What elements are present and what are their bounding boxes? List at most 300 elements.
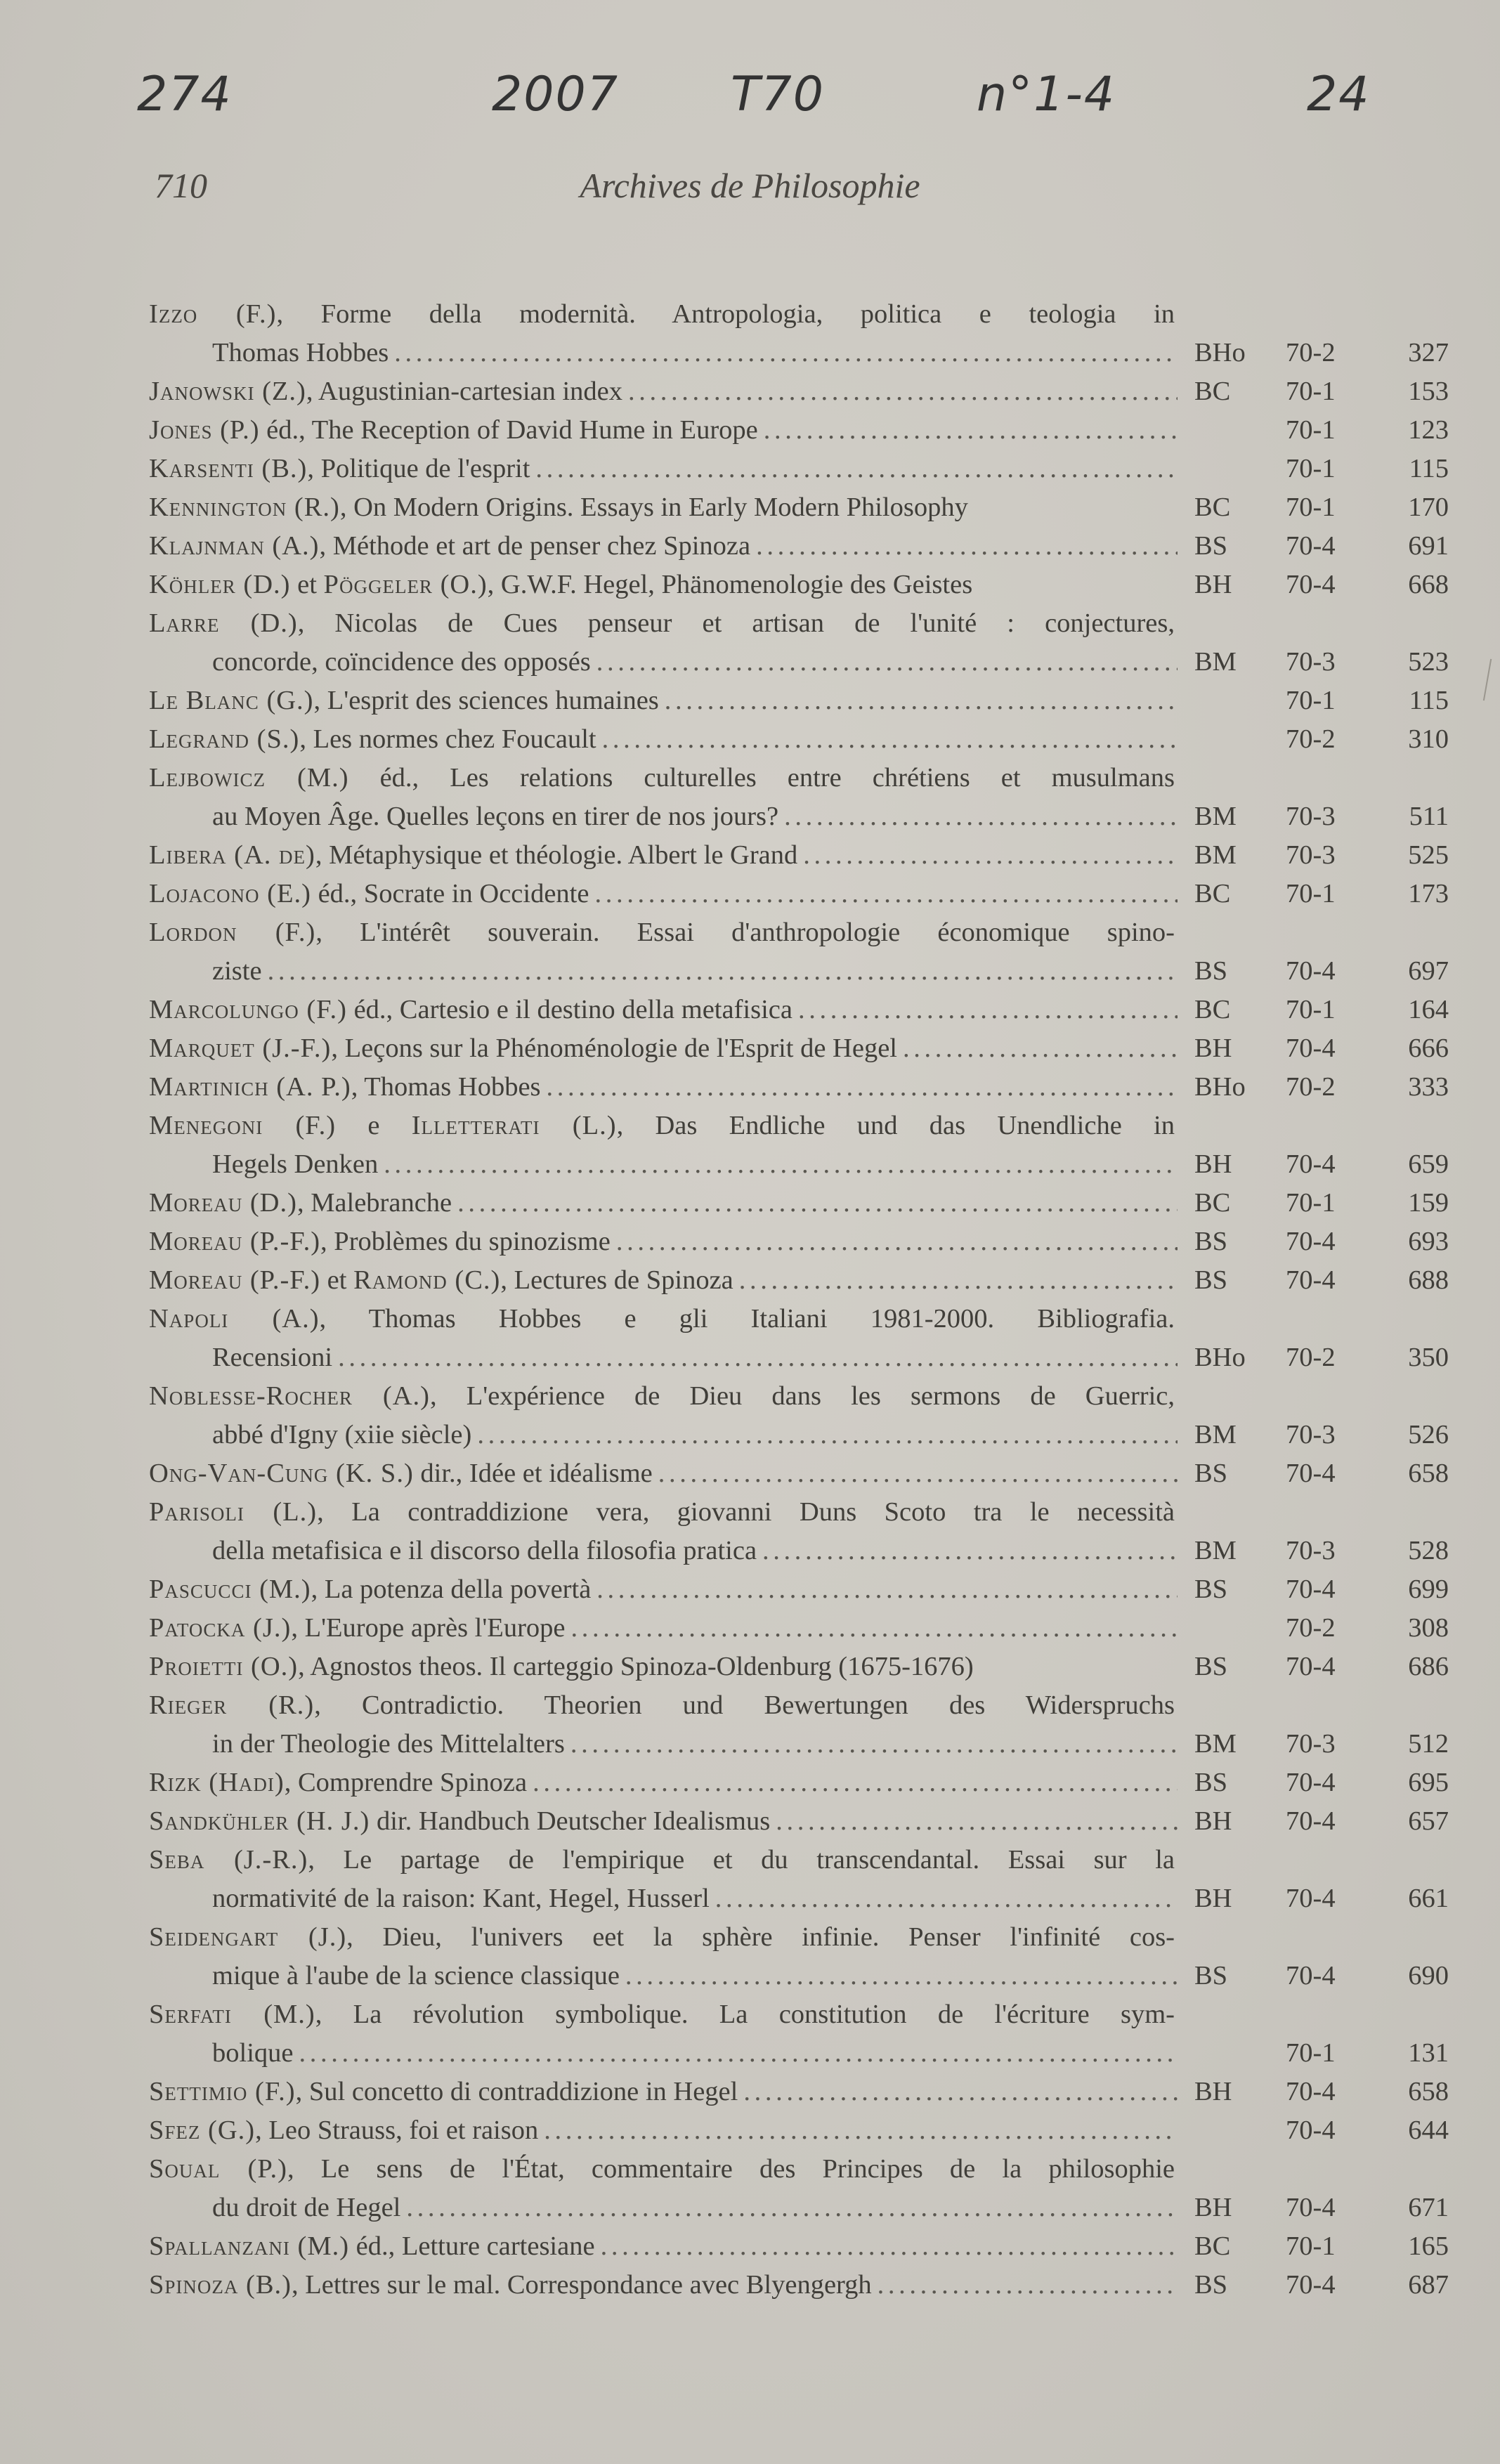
leader-dots (338, 1338, 1178, 1377)
entry-text (149, 2073, 738, 2111)
entry-text (149, 604, 1175, 643)
author-name: Proietti (O.) (149, 1652, 299, 1681)
author-name: Kennington (R.) (149, 493, 340, 522)
volume-number: 70-4 (1286, 1806, 1336, 1836)
leader-dots (903, 1029, 1178, 1068)
entry-text (149, 682, 659, 720)
section-code: BH (1194, 570, 1232, 599)
author-name: Sandkühler (H. J.) (149, 1806, 370, 1836)
handwritten-note-1: 274 (137, 67, 233, 122)
entry-title: , Malebranche (296, 1188, 452, 1218)
volume-number: 70-4 (1286, 1459, 1336, 1488)
index-entry (149, 2111, 1449, 2150)
entry-text (149, 1841, 1175, 1879)
section-code (1194, 2034, 1286, 2073)
entry-reference (1194, 411, 1449, 450)
section-code: BS (1194, 2270, 1228, 2300)
author-name: Serfati (M.) (149, 2000, 315, 2029)
entry-text (149, 2150, 1175, 2189)
entry-title: éd., Cartesio e il destino della metafisica (346, 995, 793, 1024)
entry-title: , Problèmes du spinozisme (320, 1227, 611, 1256)
entry-text (149, 1764, 527, 1802)
entry-reference (1194, 1648, 1449, 1686)
page-reference: 528 (1408, 1536, 1449, 1565)
index-entry (149, 1609, 1449, 1648)
entry-reference (1194, 952, 1449, 991)
entry-line (149, 1493, 1449, 1532)
author-name: Pöggeler (O.) (323, 570, 488, 599)
author-name: Larre (D.) (149, 608, 298, 638)
volume-number: 70-4 (1286, 1652, 1336, 1681)
entry-text (149, 411, 758, 450)
entry-text (149, 1300, 1175, 1338)
index-entry (149, 527, 1449, 566)
leader-dots (570, 1609, 1178, 1648)
section-code: BM (1194, 647, 1237, 677)
index-entry (149, 1841, 1449, 1918)
index-entry (149, 682, 1449, 720)
leader-dots (535, 450, 1178, 488)
index-entry (149, 1029, 1449, 1068)
page-reference: 661 (1408, 1884, 1449, 1913)
index-entry (149, 875, 1449, 913)
section-code: BM (1194, 1729, 1237, 1759)
page-reference: 131 (1408, 2038, 1449, 2068)
entry-line (149, 1300, 1449, 1338)
author-name: Moreau (P.-F.) (149, 1227, 321, 1256)
volume-number: 70-4 (1286, 1961, 1336, 1990)
entry-reference (1194, 1879, 1449, 1918)
index-entry (149, 2150, 1449, 2227)
index-entry (149, 1570, 1449, 1609)
author-name: Marcolungo (F.) (149, 995, 347, 1024)
page-reference: 170 (1408, 493, 1449, 522)
page-reference: 697 (1408, 956, 1449, 986)
entry-title: et (320, 1265, 354, 1295)
section-code: BHo (1194, 1072, 1246, 1102)
entry-reference (1194, 1261, 1449, 1300)
entry-text (149, 1454, 653, 1493)
page-reference: 350 (1408, 1343, 1449, 1372)
section-code: BH (1194, 1034, 1232, 1063)
entry-title: dir., Idée et idéalisme (413, 1459, 653, 1488)
volume-number: 70-3 (1286, 840, 1336, 870)
entry-reference (1194, 875, 1449, 913)
section-code: BH (1194, 2193, 1232, 2222)
section-code: BC (1194, 995, 1231, 1024)
author-name: Patocka (J.) (149, 1613, 292, 1643)
page-reference: 165 (1408, 2231, 1449, 2261)
page-reference: 658 (1408, 1459, 1449, 1488)
page-reference: 668 (1408, 570, 1449, 599)
entry-reference (1194, 2034, 1449, 2073)
entry-text (149, 1648, 974, 1686)
page-reference: 695 (1408, 1768, 1449, 1797)
entry-continuation: Thomas Hobbes (212, 338, 389, 367)
entry-title: éd., Socrate in Occidente (311, 879, 589, 908)
author-name: Parisoli (L.) (149, 1497, 318, 1527)
entry-text (149, 295, 1175, 334)
volume-number: 70-1 (1286, 879, 1336, 908)
entry-line (149, 913, 1449, 952)
section-code (1194, 682, 1286, 720)
page-reference: 153 (1408, 377, 1449, 406)
section-code: BHo (1194, 1343, 1246, 1372)
entry-continuation: Hegels Denken (212, 1149, 379, 1179)
leader-dots (299, 2034, 1178, 2073)
leader-dots (406, 2189, 1178, 2227)
leader-dots (596, 1570, 1178, 1609)
section-code (1194, 1609, 1286, 1648)
volume-number: 70-2 (1286, 1613, 1336, 1643)
page-reference: 657 (1408, 1806, 1449, 1836)
entry-text (149, 1029, 897, 1068)
entry-title: , Leo Strauss, foi et raison (255, 2116, 539, 2145)
page-reference: 512 (1408, 1729, 1449, 1759)
entry-reference (1194, 1802, 1449, 1841)
entry-title: éd., Les relations culturelles entre chrétiens et musulmans (348, 763, 1175, 793)
entry-reference (1194, 1223, 1449, 1261)
entry-reference (1194, 1532, 1449, 1570)
index-entry (149, 1764, 1449, 1802)
volume-number: 70-3 (1286, 647, 1336, 677)
section-code: BHo (1194, 338, 1246, 367)
entry-reference (1194, 527, 1449, 566)
entry-title: , La contraddizione vera, giovanni Duns Scoto tra le necessità (317, 1497, 1175, 1527)
entry-title: , Lettres sur le mal. Correspondance avec Blyengergh (291, 2270, 872, 2300)
section-code: BH (1194, 1806, 1232, 1836)
page-reference: 693 (1408, 1227, 1449, 1256)
entry-continuation: au Moyen Âge. Quelles leçons en tirer de nos jours? (212, 802, 779, 831)
entry-title: , Agnostos theos. Il carteggio Spinoza-Oldenburg (1675-1676) (298, 1652, 974, 1681)
entry-line (149, 759, 1449, 797)
author-name: Legrand (S.) (149, 724, 300, 754)
volume-number: 70-4 (1286, 531, 1336, 561)
volume-number: 70-1 (1286, 2038, 1336, 2068)
author-name: Soual (P.) (149, 2154, 287, 2184)
author-name: Ramond (C.) (353, 1265, 501, 1295)
page-reference: 644 (1408, 2116, 1449, 2145)
page-reference: 526 (1408, 1420, 1449, 1449)
entry-continuation: della metafisica e il discorso della filosofia pratica (212, 1536, 757, 1565)
leader-dots (570, 1725, 1178, 1764)
entry-title: , L'Europe après l'Europe (291, 1613, 566, 1643)
entry-text (149, 759, 1175, 797)
author-name: Seidengart (J.) (149, 1922, 347, 1952)
entry-title: , Comprendre Spinoza (284, 1768, 528, 1797)
page-reference: 666 (1408, 1034, 1449, 1063)
entry-text (149, 836, 797, 875)
index-entry (149, 1300, 1449, 1377)
leader-dots (762, 1532, 1178, 1570)
volume-number: 70-2 (1286, 338, 1336, 367)
index-entry (149, 720, 1449, 759)
leader-dots (394, 334, 1178, 372)
index-entry (149, 1802, 1449, 1841)
volume-number: 70-1 (1286, 686, 1336, 715)
page-reference: 123 (1408, 415, 1449, 445)
page-reference: 327 (1408, 338, 1449, 367)
entry-title: , L'expérience de Dieu dans les sermons de Guerric, (430, 1381, 1175, 1411)
leader-dots (739, 1261, 1178, 1300)
index-entry (149, 1068, 1449, 1107)
volume-number: 70-2 (1286, 724, 1336, 754)
leader-dots (803, 836, 1178, 875)
volume-number: 70-1 (1286, 454, 1336, 483)
entry-reference (1194, 1454, 1449, 1493)
index-entry (149, 1184, 1449, 1223)
entry-line (149, 1995, 1449, 2034)
index-list (149, 295, 1449, 2305)
entry-title: , Politique de l'esprit (307, 454, 530, 483)
section-code: BC (1194, 2231, 1231, 2261)
handwritten-note-4: n°1-4 (977, 67, 1116, 122)
page-reference: 159 (1408, 1188, 1449, 1218)
entry-text (149, 1184, 452, 1223)
index-entry (149, 1223, 1449, 1261)
index-entry (149, 411, 1449, 450)
volume-number: 70-1 (1286, 2231, 1336, 2261)
entry-text (149, 2111, 538, 2150)
section-code (1194, 411, 1286, 450)
entry-reference (1194, 566, 1449, 604)
entry-title: , L'esprit des sciences humaines (313, 686, 659, 715)
entry-title: , Le partage de l'empirique et du transcendantal. Essai sur la (308, 1845, 1175, 1875)
volume-number: 70-4 (1286, 2193, 1336, 2222)
leader-dots (384, 1145, 1178, 1184)
author-name: Jones (P.) (149, 415, 260, 445)
leader-dots (715, 1879, 1178, 1918)
volume-number: 70-3 (1286, 802, 1336, 831)
entry-title: éd., The Reception of David Hume in Europe (259, 415, 758, 445)
entry-text (149, 527, 750, 566)
entry-reference (1194, 836, 1449, 875)
author-name: Spinoza (B.) (149, 2270, 292, 2300)
index-entry (149, 1493, 1449, 1570)
index-entry (149, 2073, 1449, 2111)
index-entry (149, 1918, 1449, 1995)
entry-reference (1194, 720, 1449, 759)
entry-title: , Dieu, l'univers eet la sphère infinie. Penser l'infinité cos- (346, 1922, 1175, 1952)
leader-dots (665, 682, 1178, 720)
page-reference: 659 (1408, 1149, 1449, 1179)
entry-text (149, 1995, 1175, 2034)
volume-number: 70-4 (1286, 956, 1336, 986)
leader-dots (602, 720, 1178, 759)
page-reference: 115 (1409, 686, 1449, 715)
entry-text (149, 875, 589, 913)
entry-reference (1194, 643, 1449, 682)
section-code: BS (1194, 1652, 1228, 1681)
section-code: BS (1194, 1961, 1228, 1990)
author-name: Lejbowicz (M.) (149, 763, 349, 793)
entry-continuation: in der Theologie des Mittelalters (212, 1729, 565, 1759)
page-reference: 115 (1409, 454, 1449, 483)
entry-reference (1194, 1029, 1449, 1068)
index-entry (149, 450, 1449, 488)
page-reference: 699 (1408, 1575, 1449, 1604)
section-code: BS (1194, 1575, 1228, 1604)
author-name: Moreau (P.-F.) (149, 1265, 321, 1295)
handwritten-note-2: 2007 (492, 67, 620, 122)
entry-text (149, 1570, 591, 1609)
entry-reference (1194, 2227, 1449, 2266)
volume-number: 70-1 (1286, 415, 1336, 445)
leader-dots (764, 411, 1178, 450)
entry-title: dir. Handbuch Deutscher Idealismus (370, 1806, 771, 1836)
leader-dots (594, 875, 1178, 913)
page-reference: 164 (1408, 995, 1449, 1024)
entry-reference (1194, 2111, 1449, 2150)
author-name: Izzo (F.) (149, 299, 277, 329)
entry-reference (1194, 488, 1449, 527)
entry-text (149, 566, 972, 604)
volume-number: 70-1 (1286, 995, 1336, 1024)
entry-continuation: normativité de la raison: Kant, Hegel, Husserl (212, 1884, 710, 1913)
entry-title: , Les normes chez Foucault (299, 724, 596, 754)
author-name: Pascucci (M.) (149, 1575, 311, 1604)
entry-continuation: concorde, coïncidence des opposés (212, 647, 591, 677)
entry-reference (1194, 1416, 1449, 1454)
entry-title: e (336, 1111, 412, 1140)
entry-text (149, 1686, 1175, 1725)
page-reference: 333 (1408, 1072, 1449, 1102)
entry-text (149, 1493, 1175, 1532)
entry-continuation: ziste (212, 956, 262, 986)
entry-reference (1194, 1570, 1449, 1609)
entry-title: , La potenza della povertà (311, 1575, 592, 1604)
index-entry (149, 1454, 1449, 1493)
entry-text (149, 1223, 611, 1261)
page-reference: 658 (1408, 2077, 1449, 2106)
entry-title: , Contradictio. Theorien und Bewertungen des Widerspruchs (314, 1690, 1175, 1720)
author-name: Klajnman (A.) (149, 531, 320, 561)
page-reference: 691 (1408, 531, 1449, 561)
volume-number: 70-4 (1286, 1265, 1336, 1295)
author-name: Settimio (F.) (149, 2077, 296, 2106)
author-name: Ong-Van-Cung (K. S.) (149, 1459, 414, 1488)
journal-title: Archives de Philosophie (580, 166, 920, 205)
volume-number: 70-3 (1286, 1536, 1336, 1565)
entry-reference (1194, 1957, 1449, 1995)
entry-title: , Métaphysique et théologie. Albert le Grand (315, 840, 798, 870)
entry-line (149, 1686, 1449, 1725)
index-entry (149, 2227, 1449, 2266)
entry-text (149, 1261, 733, 1300)
volume-number: 70-1 (1286, 1188, 1336, 1218)
page-number: 710 (155, 166, 207, 205)
entry-line (149, 1841, 1449, 1879)
page-reference: 686 (1408, 1652, 1449, 1681)
section-code: BM (1194, 1420, 1237, 1449)
page-reference: 525 (1408, 840, 1449, 870)
author-name: Lojacono (E.) (149, 879, 311, 908)
entry-title: et (290, 570, 324, 599)
section-code (1194, 450, 1286, 488)
index-entry (149, 1648, 1449, 1686)
page-reference: 310 (1408, 724, 1449, 754)
entry-text (149, 488, 968, 527)
author-name: Libera (A. de) (149, 840, 315, 870)
entry-reference (1194, 1764, 1449, 1802)
entry-reference (1194, 1609, 1449, 1648)
entry-reference (1194, 2189, 1449, 2227)
leader-dots (628, 372, 1178, 411)
entry-reference (1194, 1145, 1449, 1184)
leader-dots (544, 2111, 1178, 2150)
author-name: Rizk (Hadi) (149, 1768, 285, 1797)
author-name: Illetterati (L.) (411, 1111, 617, 1140)
entry-text (149, 1068, 541, 1107)
volume-number: 70-2 (1286, 1072, 1336, 1102)
entry-text (149, 1609, 565, 1648)
entry-text (149, 991, 793, 1029)
author-name: Martinich (A. P.) (149, 1072, 351, 1102)
entry-title: , Thomas Hobbes e gli Italiani 1981-2000. Bibliografia. (319, 1304, 1175, 1334)
entry-reference (1194, 2073, 1449, 2111)
section-code: BC (1194, 377, 1231, 406)
index-entry (149, 759, 1449, 836)
entry-title: , L'intérêt souverain. Essai d'anthropologie économique spino- (315, 918, 1175, 947)
section-code: BH (1194, 2077, 1232, 2106)
section-code: BC (1194, 493, 1231, 522)
volume-number: 70-4 (1286, 1034, 1336, 1063)
section-code: BS (1194, 956, 1228, 986)
entry-title: , Lectures de Spinoza (500, 1265, 733, 1295)
entry-reference (1194, 1068, 1449, 1107)
index-entry (149, 1995, 1449, 2073)
author-name: Moreau (D.) (149, 1188, 297, 1218)
entry-line (149, 1918, 1449, 1957)
entry-title: , Méthode et art de penser chez Spinoza (319, 531, 751, 561)
volume-number: 70-4 (1286, 1575, 1336, 1604)
author-name: Menegoni (F.) (149, 1111, 337, 1140)
entry-reference (1194, 334, 1449, 372)
page-reference: 523 (1408, 647, 1449, 677)
author-name: Spallanzani (M.) (149, 2231, 350, 2261)
author-name: Lordon (F.) (149, 918, 316, 947)
entry-text (149, 2266, 872, 2305)
section-code: BC (1194, 1188, 1231, 1218)
section-code: BS (1194, 1265, 1228, 1295)
leader-dots (756, 527, 1178, 566)
leader-dots (477, 1416, 1178, 1454)
entry-text (149, 1802, 770, 1841)
entry-title: , Thomas Hobbes (351, 1072, 541, 1102)
author-name: Seba (J.-R.) (149, 1845, 308, 1875)
section-code (1194, 2111, 1286, 2150)
index-entry (149, 913, 1449, 991)
page-reference: 671 (1408, 2193, 1449, 2222)
index-entry (149, 566, 1449, 604)
leader-dots (596, 643, 1178, 682)
section-code: BC (1194, 879, 1231, 908)
volume-number: 70-4 (1286, 570, 1336, 599)
author-name: Sfez (G.) (149, 2116, 256, 2145)
entry-text (149, 372, 622, 411)
index-entry (149, 991, 1449, 1029)
leader-dots (268, 952, 1178, 991)
section-code: BM (1194, 802, 1237, 831)
section-code: BS (1194, 531, 1228, 561)
volume-number: 70-2 (1286, 1343, 1336, 1372)
index-entry (149, 372, 1449, 411)
handwritten-note-3: T70 (731, 67, 826, 122)
entry-text (149, 720, 596, 759)
author-name: Köhler (D.) (149, 570, 291, 599)
leader-dots (658, 1454, 1178, 1493)
leader-dots (784, 797, 1178, 836)
